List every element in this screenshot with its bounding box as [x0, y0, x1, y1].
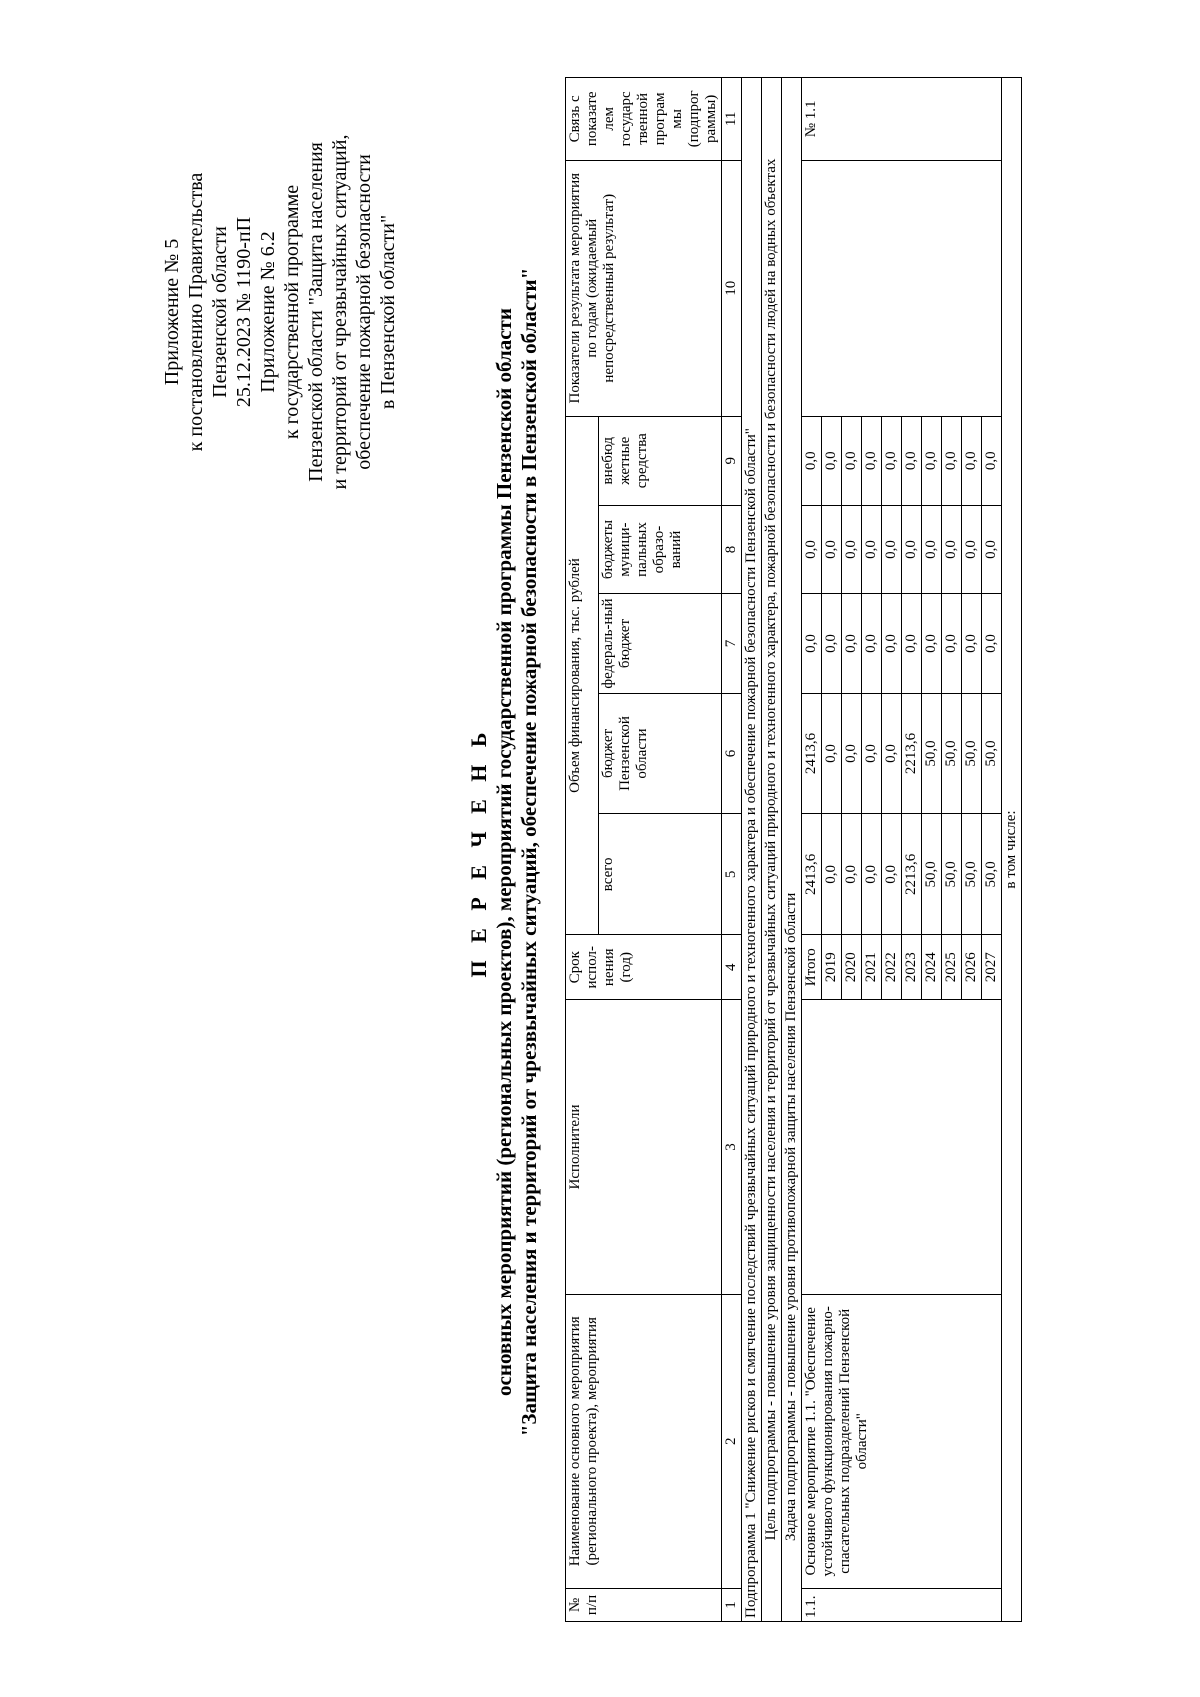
subprogram-title: Подпрограмма 1 "Снижение рисков и смягчение последствий чрезвычайных ситуаций природного и техногенного характера и обеспечение пожарной безопасности Пензенской области" — [742, 78, 762, 1622]
federal-cell: 0,0 — [942, 594, 962, 693]
header-funding: Объем финансирования, тыс. рублей — [566, 416, 599, 934]
appendix-line: и территорий от чрезвычайных ситуаций, — [329, 134, 351, 490]
year-cell: 2019 — [822, 935, 842, 1000]
municipal-cell: 0,0 — [862, 505, 882, 594]
regional-cell: 0,0 — [882, 693, 902, 814]
federal-cell: 0,0 — [962, 594, 982, 693]
document-title: П Е Р Е Ч Е Н Ь — [466, 726, 491, 978]
municipal-cell: 0,0 — [942, 505, 962, 594]
document-title-block — [466, 102, 542, 1602]
column-number: 6 — [722, 693, 742, 814]
including-row — [1002, 78, 1022, 1622]
measure-number: 1.1. — [802, 1588, 1002, 1621]
municipal-cell: 0,0 — [922, 505, 942, 594]
column-number: 3 — [722, 1000, 742, 1294]
total-cell: 50,0 — [982, 814, 1002, 935]
document-subtitle-line-2: "Защита населения и территорий от чрезвычайных ситуаций, обеспечение пожарной безопасности в Пензенской области" — [517, 267, 541, 1437]
total-cell: 50,0 — [942, 814, 962, 935]
subprogram-row — [742, 78, 762, 1622]
regional-cell: 2413,6 — [802, 693, 822, 814]
column-number: 2 — [722, 1294, 742, 1588]
extra-cell: 0,0 — [942, 416, 962, 505]
appendix-line: Приложение № 6.2 — [257, 231, 279, 393]
header-federal: федераль-ный бюджет — [599, 594, 722, 693]
year-cell: 2021 — [862, 935, 882, 1000]
column-number: 1 — [722, 1588, 742, 1621]
column-number-row — [722, 78, 742, 1622]
extra-cell: 0,0 — [882, 416, 902, 505]
municipal-cell: 0,0 — [902, 505, 922, 594]
column-number: 5 — [722, 814, 742, 935]
appendix-line: Приложение № 5 — [161, 238, 183, 386]
municipal-cell: 0,0 — [962, 505, 982, 594]
total-cell: 0,0 — [822, 814, 842, 935]
total-cell: 0,0 — [882, 814, 902, 935]
extra-cell: 0,0 — [902, 416, 922, 505]
year-cell: 2024 — [922, 935, 942, 1000]
measure-link: № 1.1 — [802, 78, 1002, 161]
header-term: Срок испол-нения (год) — [566, 935, 722, 1000]
municipal-cell: 0,0 — [982, 505, 1002, 594]
regional-cell: 0,0 — [862, 693, 882, 814]
appendix-line: к государственной программе — [281, 184, 303, 440]
total-cell: 0,0 — [842, 814, 862, 935]
regional-cell: 0,0 — [842, 693, 862, 814]
extra-cell: 0,0 — [922, 416, 942, 505]
regional-cell: 50,0 — [962, 693, 982, 814]
appendix-line: обеспечение пожарной безопасности — [353, 154, 375, 470]
municipal-cell: 0,0 — [822, 505, 842, 594]
regional-cell: 0,0 — [822, 693, 842, 814]
regional-cell: 50,0 — [942, 693, 962, 814]
measures-table — [565, 77, 1022, 1622]
document-subtitle-line-1: основных мероприятий (региональных проектов), мероприятий государственной программы Пензенской области — [492, 308, 516, 1396]
header-executors: Исполнители — [566, 1000, 722, 1294]
year-cell: 2025 — [942, 935, 962, 1000]
year-cell: Итого — [802, 935, 822, 1000]
federal-cell: 0,0 — [822, 594, 842, 693]
header-name: Наименование основного мероприятия (регионального проекта), мероприятия — [566, 1294, 722, 1588]
federal-cell: 0,0 — [982, 594, 1002, 693]
extra-cell: 0,0 — [982, 416, 1002, 505]
municipal-cell: 0,0 — [842, 505, 862, 594]
column-number: 9 — [722, 416, 742, 505]
extra-cell: 0,0 — [842, 416, 862, 505]
table-header-row-1 — [566, 78, 599, 1622]
column-number: 8 — [722, 505, 742, 594]
total-cell: 2213,6 — [902, 814, 922, 935]
year-cell: 2022 — [882, 935, 902, 1000]
subprogram-goal: Цель подпрограммы - повышение уровня защищенности населения и территорий от чрезвычайных ситуаций природного и техногенного характера, пожарной безопасности и безопасности людей на водных объектах — [762, 78, 782, 1622]
header-total: всего — [599, 814, 722, 935]
extra-cell: 0,0 — [802, 416, 822, 505]
header-indicators: Показатели результата мероприятия по годам (ожидаемый непосредственный результат) — [566, 160, 722, 416]
appendix-block — [160, 132, 400, 492]
column-number: 4 — [722, 935, 742, 1000]
extra-cell: 0,0 — [862, 416, 882, 505]
year-cell: 2027 — [982, 935, 1002, 1000]
measure-name: Основное мероприятие 1.1. "Обеспечение устойчивого функционирования пожарно-спасательных подразделений Пензенской области" — [802, 1294, 1002, 1588]
regional-cell: 2213,6 — [902, 693, 922, 814]
goal-row — [762, 78, 782, 1622]
measure-indicators — [802, 160, 1002, 416]
column-number: 7 — [722, 594, 742, 693]
header-extrabudget: внебюд жетные средства — [599, 416, 722, 505]
appendix-line: Пензенской области — [209, 226, 231, 398]
appendix-line: Пензенской области "Защита населения — [305, 142, 327, 482]
federal-cell: 0,0 — [902, 594, 922, 693]
federal-cell: 0,0 — [842, 594, 862, 693]
municipal-cell: 0,0 — [882, 505, 902, 594]
federal-cell: 0,0 — [922, 594, 942, 693]
year-cell: 2023 — [902, 935, 922, 1000]
header-no: № п/п — [566, 1588, 722, 1621]
subprogram-task: Задача подпрограммы - повышение уровня противопожарной защиты населения Пензенской области — [782, 78, 802, 1622]
measure-executors — [802, 1000, 1002, 1294]
header-link: Связь с показате лем государс твенной програм мы (подпрог раммы) — [566, 78, 722, 161]
federal-cell: 0,0 — [882, 594, 902, 693]
extra-cell: 0,0 — [962, 416, 982, 505]
federal-cell: 0,0 — [802, 594, 822, 693]
total-cell: 50,0 — [922, 814, 942, 935]
year-cell: 2020 — [842, 935, 862, 1000]
header-municipal: бюджеты муници-пальных образо-ваний — [599, 505, 722, 594]
federal-cell: 0,0 — [862, 594, 882, 693]
column-number: 10 — [722, 160, 742, 416]
appendix-line: к постановлению Правительства — [185, 172, 207, 452]
year-cell: 2026 — [962, 935, 982, 1000]
extra-cell: 0,0 — [822, 416, 842, 505]
including-label: в том числе: — [1002, 78, 1022, 1622]
table-row — [802, 78, 822, 1622]
column-number: 11 — [722, 78, 742, 161]
total-cell: 50,0 — [962, 814, 982, 935]
task-row — [782, 78, 802, 1622]
appendix-line: в Пензенской области" — [377, 214, 399, 410]
header-regional: бюджет Пензенской области — [599, 693, 722, 814]
regional-cell: 50,0 — [982, 693, 1002, 814]
appendix-line: 25.12.2023 № 1190-пП — [233, 216, 255, 408]
total-cell: 0,0 — [862, 814, 882, 935]
municipal-cell: 0,0 — [802, 505, 822, 594]
regional-cell: 50,0 — [922, 693, 942, 814]
total-cell: 2413,6 — [802, 814, 822, 935]
